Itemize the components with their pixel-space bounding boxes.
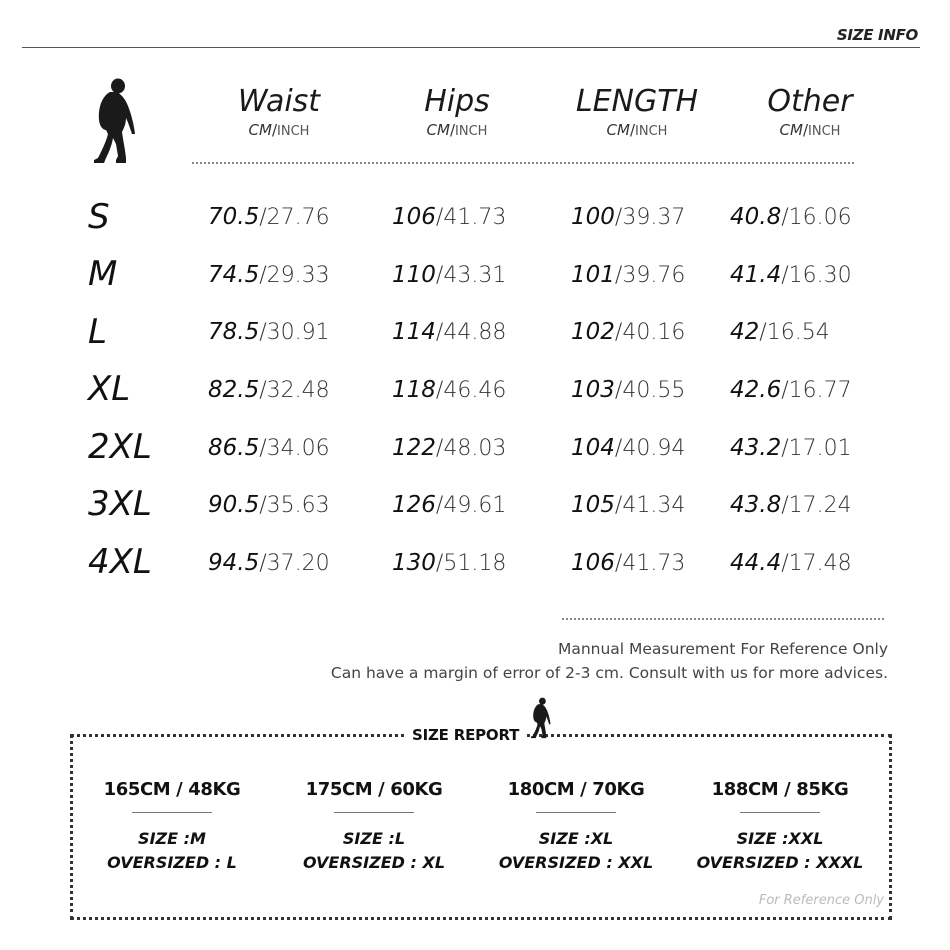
size-label: M: [88, 254, 118, 294]
length-cell: 102/40.16: [571, 319, 686, 345]
other-cell: 40.8/16.06: [730, 204, 852, 230]
oversized-size: OVERSIZED : XL: [302, 853, 446, 872]
size-report-entry: [476, 778, 676, 875]
length-cell: 104/40.94: [571, 435, 686, 461]
table-dotted-divider: [562, 618, 884, 620]
column-unit: CM/INCH: [248, 121, 310, 139]
body-measurement: 165CM / 48KG: [103, 779, 241, 800]
recommended-size: SIZE :L: [342, 829, 406, 848]
hips-cell: 118/46.46: [392, 377, 507, 403]
size-label: S: [88, 197, 110, 237]
hips-cell: 110/43.31: [392, 262, 507, 288]
body-measurement: 188CM / 85KG: [711, 779, 849, 800]
hips-cell: 122/48.03: [392, 435, 507, 461]
column-header-hips: [372, 84, 542, 142]
recommended-size: SIZE :XXL: [736, 829, 824, 848]
size-info-label: SIZE INFO: [836, 26, 918, 44]
entry-divider: [536, 812, 616, 813]
oversized-size: OVERSIZED : L: [107, 853, 237, 872]
size-label: 2XL: [88, 427, 152, 467]
column-header-length: [552, 84, 722, 142]
hips-cell: 114/44.88: [392, 319, 507, 345]
size-report-title: SIZE REPORT: [406, 726, 525, 744]
size-report-entry: [274, 778, 474, 875]
measurement-note: Mannual Measurement For Reference Only: [557, 640, 888, 658]
other-cell: 41.4/16.30: [730, 262, 852, 288]
other-cell: 42.6/16.77: [730, 377, 852, 403]
human-silhouette-icon: [528, 694, 552, 742]
length-cell: 100/39.37: [571, 204, 686, 230]
size-label: 4XL: [88, 542, 152, 582]
human-silhouette-icon: [88, 78, 138, 164]
body-measurement: 180CM / 70KG: [507, 779, 645, 800]
waist-cell: 90.5/35.63: [208, 492, 330, 518]
length-cell: 105/41.34: [571, 492, 686, 518]
waist-cell: 70.5/27.76: [208, 204, 330, 230]
other-cell: 44.4/17.48: [730, 550, 852, 576]
other-cell: 43.8/17.24: [730, 492, 852, 518]
body-measurement: 175CM / 60KG: [305, 779, 443, 800]
hips-cell: 126/49.61: [392, 492, 507, 518]
oversized-size: OVERSIZED : XXXL: [696, 853, 864, 872]
size-report-entry: [72, 778, 272, 875]
header-divider: [22, 47, 920, 48]
column-unit: CM/INCH: [779, 121, 841, 139]
size-label: L: [88, 312, 107, 352]
size-label: XL: [88, 369, 131, 409]
margin-note: Can have a margin of error of 2-3 cm. Consult with us for more advices.: [330, 664, 888, 682]
entry-divider: [132, 812, 212, 813]
column-title: Waist: [237, 84, 321, 119]
column-header-other: [725, 84, 895, 142]
length-cell: 106/41.73: [571, 550, 686, 576]
column-title: Other: [767, 84, 853, 119]
column-unit: CM/INCH: [606, 121, 668, 139]
header-dotted-divider: [192, 162, 854, 164]
column-title: LENGTH: [575, 84, 699, 119]
column-unit: CM/INCH: [426, 121, 488, 139]
recommended-size: SIZE :XL: [538, 829, 614, 848]
length-cell: 103/40.55: [571, 377, 686, 403]
waist-cell: 86.5/34.06: [208, 435, 330, 461]
size-label: 3XL: [88, 484, 152, 524]
length-cell: 101/39.76: [571, 262, 686, 288]
waist-cell: 94.5/37.20: [208, 550, 330, 576]
recommended-size: SIZE :M: [138, 829, 206, 848]
waist-cell: 74.5/29.33: [208, 262, 330, 288]
entry-divider: [334, 812, 414, 813]
reference-footnote: For Reference Only: [758, 893, 884, 908]
other-cell: 43.2/17.01: [730, 435, 852, 461]
waist-cell: 82.5/32.48: [208, 377, 330, 403]
hips-cell: 106/41.73: [392, 204, 507, 230]
entry-divider: [740, 812, 820, 813]
column-header-waist: [194, 84, 364, 142]
waist-cell: 78.5/30.91: [208, 319, 330, 345]
column-title: Hips: [424, 84, 490, 119]
oversized-size: OVERSIZED : XXL: [498, 853, 654, 872]
hips-cell: 130/51.18: [392, 550, 507, 576]
size-report-entry: [680, 778, 880, 875]
other-cell: 42/16.54: [730, 319, 830, 345]
